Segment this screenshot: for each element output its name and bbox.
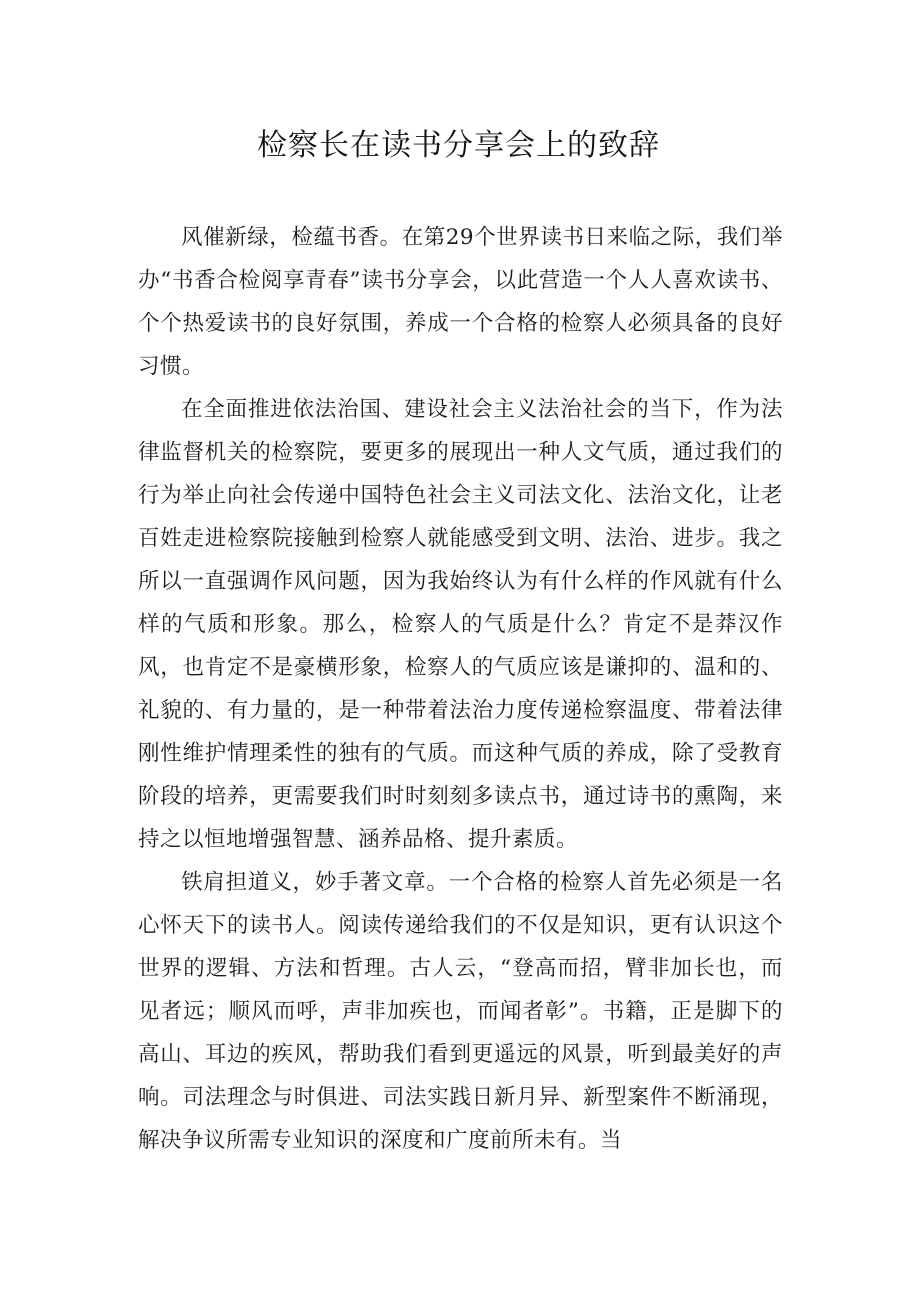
paragraph-2: 在全面推进依法治国、建设社会主义法治社会的当下，作为法律监督机关的检察院，要更多的展现出一种人文气质，通过我们的行为举止向社会传递中国特色社会主义司法文化、法治文化，让老百姓走进检察院接触到检察人就能感受到文明、法治、进步。我之所以一直强调作风问题，因为我始终认为有什么样的作风就有什么样的气质和形象。那么，检察人的气质是什么？肯定不是莽汉作风，也肯定不是豪横形象，检察人的气质应该是谦抑的、温和的、礼貌的、有力量的，是一种带着法治力度传递检察温度、带着法律刚性维护情理柔性的独有的气质。而这种气质的养成，除了受教育阶段的培养，更需要我们时时刻刻多读点书，通过诗书的熏陶，来持之以恒地增强智慧、涵养品格、提升素质。 <box>138 397 783 852</box>
paragraph-3: 铁肩担道义，妙手著文章。一个合格的检察人首先必须是一名心怀天下的读书人。阅读传递给我们的不仅是知识，更有认识这个世界的逻辑、方法和哲理。古人云，“登高而招，臂非加长也，而见者远；顺风而呼，声非加疾也，而闻者彰”。书籍，正是脚下的高山、耳边的疾风，帮助我们看到更遥远的风景，听到最美好的声响。司法理念与时俱进、司法实践日新月异、新型案件不断涌现，解决争议所需专业知识的深度和广度前所未有。当 <box>138 870 783 1153</box>
paragraph-1: 风催新绿，检蕴书香。在第29个世界读书日来临之际，我们举办“书香合检阅享青春”读书分享会，以此营造一个人人喜欢读书、个个热爱读书的良好氛围，养成一个合格的检察人必须具备的良好习惯。 <box>138 225 783 379</box>
document-page <box>138 120 783 1162</box>
document-body <box>138 216 783 1162</box>
document-title: 检察长在读书分享会上的致辞 <box>257 128 660 163</box>
